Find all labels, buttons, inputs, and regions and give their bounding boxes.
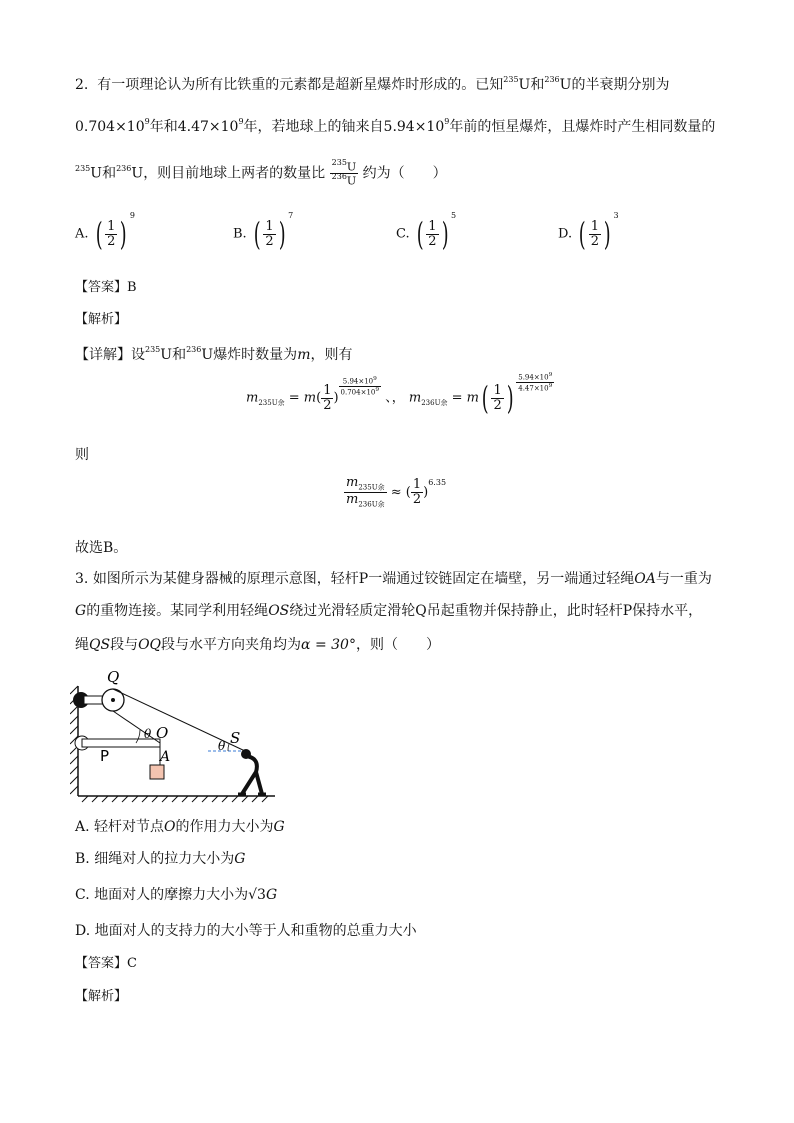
q2-option-a[interactable] bbox=[75, 211, 136, 253]
ground-hatching bbox=[78, 796, 275, 802]
num: 1 bbox=[412, 477, 422, 493]
den: 2 bbox=[107, 233, 116, 249]
q3-answer: 【答案】C bbox=[75, 956, 137, 971]
option-label: D. bbox=[558, 226, 573, 242]
iso-236: 236 bbox=[331, 172, 347, 182]
half-fraction bbox=[263, 220, 275, 248]
rope-oq bbox=[113, 711, 160, 743]
q2-text: 约为（ ） bbox=[362, 165, 447, 182]
q3-text: 如图所示为某健身器械的原理示意图，轻杆P一端通过铰链固定在墙壁，另一端通过轻绳 bbox=[92, 571, 635, 587]
q2-number: 2. bbox=[75, 77, 89, 93]
half-fraction bbox=[426, 220, 438, 248]
q2-then: 则 bbox=[75, 447, 89, 463]
m-var: m bbox=[246, 390, 259, 406]
den: 2 bbox=[265, 233, 274, 249]
q2-line1 bbox=[75, 74, 669, 94]
u-symbol: U bbox=[559, 77, 572, 93]
u-symbol: U bbox=[346, 160, 357, 174]
iso-235: 235 bbox=[75, 164, 91, 174]
label-o: O bbox=[156, 724, 169, 742]
sub-235: 235U余 bbox=[358, 483, 385, 492]
option-exp: 3 bbox=[613, 211, 619, 221]
q2-text: 年前的恒星爆炸，且爆炸时产生相同数量的 bbox=[449, 119, 716, 135]
m-var: m bbox=[303, 390, 317, 406]
label-s: S bbox=[230, 729, 241, 747]
paren-left: ( bbox=[95, 215, 103, 253]
exp: 9 bbox=[375, 386, 380, 393]
num: 1 bbox=[323, 382, 332, 398]
equals: = bbox=[451, 390, 463, 406]
q3-line3 bbox=[75, 634, 440, 654]
explosion-time: 5.94×10 bbox=[383, 119, 445, 135]
num: 5.94×10 bbox=[342, 377, 374, 386]
label-theta-1: θ bbox=[144, 727, 152, 741]
q2-conclusion: 故选B。 bbox=[75, 540, 128, 556]
and-text: 和 bbox=[172, 347, 187, 363]
den: 2 bbox=[493, 397, 502, 413]
separator: 、， bbox=[385, 390, 405, 406]
halflife-235: 0.704×10 bbox=[75, 119, 145, 135]
exp: 9 bbox=[444, 117, 450, 127]
q3-option-c[interactable] bbox=[75, 884, 277, 904]
q2-answer: 【答案】B bbox=[75, 280, 137, 295]
paren-left: ( bbox=[416, 215, 424, 253]
option-text: A. 轻杆对节点 bbox=[75, 819, 165, 835]
var-qs: QS bbox=[89, 637, 111, 653]
option-label: B. bbox=[233, 226, 247, 242]
exp: 9 bbox=[238, 117, 244, 127]
u-symbol: U bbox=[518, 77, 531, 93]
paren-right: ) bbox=[603, 215, 611, 253]
den: 2 bbox=[323, 397, 332, 413]
iso-236: 236 bbox=[116, 164, 132, 174]
paren-right: ) bbox=[441, 215, 449, 253]
label-a: A bbox=[160, 749, 171, 765]
u-symbol: U bbox=[346, 174, 357, 188]
den: 2 bbox=[428, 233, 437, 249]
approx: ≈ bbox=[390, 484, 402, 500]
exp: 9 bbox=[144, 117, 150, 127]
sub-236: 236U余 bbox=[421, 399, 448, 408]
option-text: 的作用力大小为 bbox=[175, 819, 274, 835]
half-fraction bbox=[491, 384, 503, 412]
m-var: m bbox=[346, 475, 359, 490]
mass-ratio bbox=[344, 476, 387, 509]
num: 1 bbox=[265, 218, 274, 234]
paren-right: ) bbox=[278, 215, 286, 253]
den: 2 bbox=[590, 233, 599, 249]
option-text: B. 细绳对人的拉力大小为 bbox=[75, 851, 235, 867]
var-g: G bbox=[234, 851, 246, 867]
person-figure bbox=[238, 749, 266, 794]
alpha-value: α = 30° bbox=[301, 637, 356, 653]
q2-line2 bbox=[75, 116, 715, 136]
q3-text: 段与水平方向夹角均为 bbox=[161, 637, 302, 653]
exp-fraction-1 bbox=[339, 376, 382, 396]
u-symbol: U bbox=[160, 347, 173, 363]
q2-text-end: 的半衰期分别为 bbox=[571, 77, 670, 93]
iso-236: 236 bbox=[544, 75, 560, 85]
num: 1 bbox=[493, 382, 502, 398]
q2-option-d[interactable] bbox=[558, 211, 619, 253]
half-fraction bbox=[105, 220, 117, 248]
u-symbol: U bbox=[90, 165, 103, 182]
var-oa: OA bbox=[634, 571, 656, 587]
var-g: G bbox=[273, 819, 285, 835]
paren-right: ) bbox=[506, 379, 514, 417]
q3-option-a[interactable] bbox=[75, 816, 285, 836]
q3-text: 的重物连接。某同学利用轻绳 bbox=[86, 603, 269, 619]
option-text: C. 地面对人的摩擦力大小为 bbox=[75, 887, 249, 903]
q3-option-d[interactable] bbox=[75, 920, 417, 940]
option-exp: 5 bbox=[451, 211, 457, 221]
q2-detail bbox=[75, 344, 352, 364]
q3-text: 绕过光滑轻质定滑轮Q吊起重物并保持静止，此时轻杆P保持水平， bbox=[289, 603, 703, 619]
ratio-exp: 6.35 bbox=[428, 477, 447, 487]
paren-right: ) bbox=[120, 215, 128, 253]
equation-1: $m_{235U余} = m$( $\frac{1}{2}$ ) $\frac{5.94\times 10^9}{0.704\times 10^9}$ 、， $m_{236U余} = m$( $\frac{1}{2}$ ) $\frac{5.94\times 10^9}{4.47\times 10^9}$ bbox=[246, 371, 553, 417]
num: 1 bbox=[428, 218, 437, 234]
q3-number: 3. bbox=[75, 571, 89, 587]
iso-236: 236 bbox=[186, 345, 202, 355]
paren-left: ( bbox=[253, 215, 261, 253]
u-symbol: U bbox=[131, 165, 144, 182]
option-text: D. 地面对人的支持力的大小等于人和重物的总重力大小 bbox=[75, 923, 417, 939]
option-label: A. bbox=[75, 226, 89, 242]
fitness-machine-diagram bbox=[70, 668, 280, 803]
q3-text: 与一重为 bbox=[655, 571, 712, 587]
q3-line1 bbox=[75, 568, 712, 588]
q2-text: 有一项理论认为所有比铁重的元素都是超新星爆炸时形成的。已知 bbox=[97, 77, 504, 93]
and-text: 和 bbox=[102, 165, 117, 182]
q2-option-b[interactable] bbox=[233, 211, 294, 253]
equation-2: $\frac{m_{235U余}}{m_{236U余}}$ ≈ ( $\frac{1}{2}$ )$^{6.35}$ bbox=[346, 475, 447, 509]
option-label: C. bbox=[396, 226, 410, 242]
den: 0.704×10 bbox=[340, 387, 376, 396]
q2-and-year: 年和 bbox=[149, 119, 178, 135]
sub-236: 236U余 bbox=[358, 500, 385, 509]
q3-option-b[interactable] bbox=[75, 848, 245, 868]
ratio-fraction bbox=[330, 160, 359, 187]
exp-fraction-2 bbox=[516, 372, 554, 392]
half-fraction bbox=[589, 220, 601, 248]
m-var: m bbox=[466, 390, 479, 406]
option-exp: 7 bbox=[288, 211, 294, 221]
q3-line2 bbox=[75, 600, 702, 620]
q3-text: ，则（ ） bbox=[355, 637, 440, 653]
paren-left: ( bbox=[481, 379, 489, 417]
detail-text: ，则有 bbox=[310, 347, 353, 363]
q3-text: 段与 bbox=[110, 637, 139, 653]
u-symbol: U bbox=[201, 347, 214, 363]
q2-line3 bbox=[75, 160, 447, 187]
half-fraction bbox=[321, 384, 333, 412]
num: 1 bbox=[590, 218, 599, 234]
label-theta-2: θ bbox=[218, 739, 226, 753]
q3-analysis: 【解析】 bbox=[75, 989, 128, 1004]
q2-analysis: 【解析】 bbox=[75, 312, 128, 327]
weight-block bbox=[150, 765, 164, 779]
q2-text: ，则目前地球上两者的数量比 bbox=[143, 165, 326, 182]
iso-235: 235 bbox=[503, 75, 519, 85]
den: 4.47×10 bbox=[518, 383, 549, 392]
iso-235: 235 bbox=[145, 345, 161, 355]
equals: = bbox=[288, 390, 300, 406]
and-text: 和 bbox=[530, 77, 545, 93]
sub-235: 235U余 bbox=[258, 399, 285, 408]
half-fraction bbox=[411, 478, 423, 506]
var-os: OS bbox=[268, 603, 290, 619]
m-var: m bbox=[408, 390, 422, 406]
option-exp: 9 bbox=[129, 211, 136, 221]
detail-text: 设 bbox=[131, 347, 145, 363]
exp: 9 bbox=[548, 371, 553, 378]
sqrt3: √3 bbox=[248, 887, 266, 903]
q2-text: 年，若地球上的铀来自 bbox=[243, 119, 384, 135]
q2-option-c[interactable] bbox=[396, 211, 457, 253]
var-g: G bbox=[75, 603, 87, 619]
den: 2 bbox=[412, 491, 422, 507]
num: 5.94×10 bbox=[518, 373, 549, 382]
var-o: O bbox=[164, 819, 176, 835]
label-q: Q bbox=[107, 668, 120, 686]
var-g: G bbox=[265, 887, 278, 903]
iso-235: 235 bbox=[331, 158, 347, 167]
detail-tag: 【详解】 bbox=[75, 347, 131, 363]
label-p: P bbox=[100, 747, 110, 765]
num: 1 bbox=[107, 218, 116, 234]
halflife-236: 4.47×10 bbox=[177, 119, 239, 135]
m-var: m bbox=[297, 347, 311, 363]
detail-text: 爆炸时数量为 bbox=[213, 347, 298, 363]
paren-left: ( bbox=[579, 215, 586, 253]
m-var: m bbox=[346, 491, 359, 507]
exp: 9 bbox=[373, 375, 377, 382]
var-oq: OQ bbox=[138, 637, 162, 653]
q3-text: 绳 bbox=[75, 637, 89, 653]
exp: 9 bbox=[548, 382, 553, 389]
